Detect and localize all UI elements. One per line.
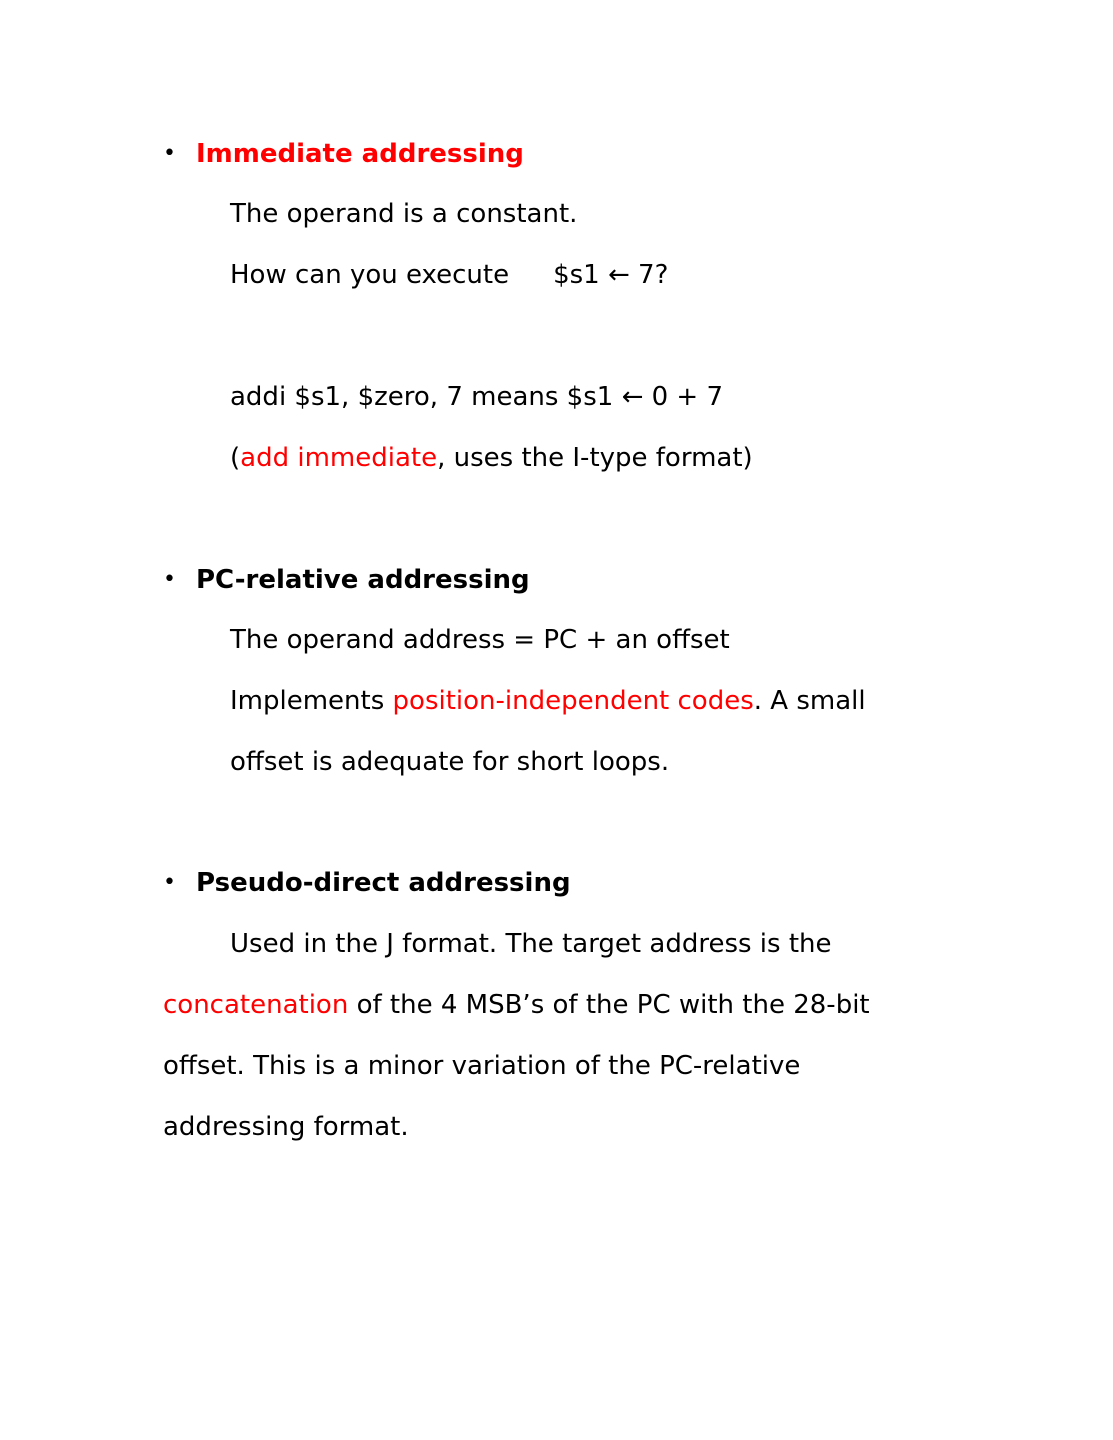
pc-relative-line-3: offset is adequate for short loops. (230, 747, 670, 777)
pseudo-direct-line-3: offset. This is a minor variation of the PC-relative (163, 1051, 801, 1081)
bullet-icon: • (163, 141, 176, 166)
add-immediate-term: add immediate (240, 443, 438, 473)
pc-relative-line-1: The operand address = PC + an offset (230, 625, 730, 655)
immediate-question-expr: $s1 ← 7? (553, 260, 669, 290)
pseudo-direct-line-2 (163, 988, 870, 1022)
bullet-icon: • (163, 567, 176, 592)
pc-relative-line-2 (230, 684, 866, 718)
concatenation-term: concatenation (163, 990, 349, 1020)
paren-open: ( (230, 443, 241, 473)
immediate-line-2 (230, 258, 668, 292)
position-independent-term: position-independent codes (392, 686, 754, 716)
immediate-addressing-heading: Immediate addressing (196, 139, 524, 169)
pseudo-direct-addressing-heading: Pseudo-direct addressing (196, 868, 571, 898)
immediate-format-note (230, 441, 753, 475)
immediate-line-1: The operand is a constant. (230, 199, 578, 229)
pc-relative-line-2-pre: Implements (230, 686, 393, 716)
immediate-question-text: How can you execute (230, 260, 510, 290)
bullet-icon: • (163, 870, 176, 895)
format-note-rest: , uses the I-type format) (437, 443, 753, 473)
pseudo-direct-line-2-rest: of the 4 MSB’s of the PC with the 28-bit (348, 990, 870, 1020)
pc-relative-addressing-heading: PC-relative addressing (196, 565, 530, 595)
pc-relative-line-2-post: . A small (753, 686, 866, 716)
pseudo-direct-line-1: Used in the J format. The target address is the (230, 929, 832, 959)
pseudo-direct-line-4: addressing format. (163, 1112, 409, 1142)
immediate-example-line: addi $s1, $zero, 7 means $s1 ← 0 + 7 (230, 382, 724, 412)
